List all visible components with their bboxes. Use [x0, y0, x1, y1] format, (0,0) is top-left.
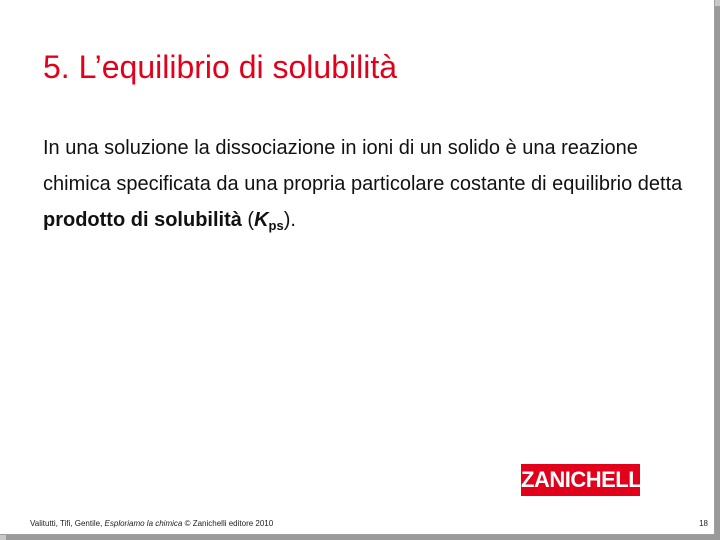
body-symbol: K — [254, 209, 269, 231]
body-close: ). — [283, 209, 296, 231]
footer-authors: Valitutti, Tifi, Gentile, — [30, 519, 105, 528]
body-symbol-subscript: ps — [268, 218, 284, 233]
slide-shadow-bottom — [6, 535, 720, 540]
footer-book-title: Esploriamo la chimica — [104, 519, 183, 528]
body-intro: In una soluzione la dissociazione in ioni di un solido è una reazione chimica specificata da una propria particolare costante di equilibrio detta — [43, 137, 683, 195]
footer-publisher: © Zanichelli editore 2010 — [182, 519, 274, 528]
slide-shadow-right — [715, 6, 720, 540]
zanichelli-logo: ZANICHELLI — [521, 464, 640, 496]
body-open-paren: ( — [241, 209, 255, 231]
footer-credits — [30, 519, 273, 529]
slide-title: 5. L’equilibrio di solubilità — [43, 49, 397, 85]
page-number: 18 — [699, 519, 708, 528]
body-term: prodotto di solubilità — [43, 209, 242, 231]
slide-body-text — [43, 130, 683, 238]
